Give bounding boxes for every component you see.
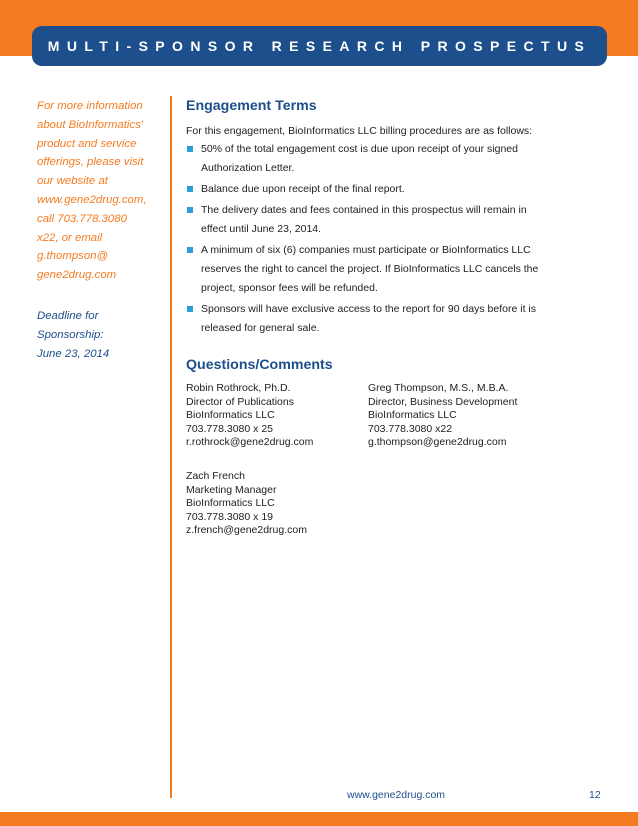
sidebar-phone: call 703.778.3080 — [37, 212, 127, 225]
contact-name: Greg Thompson, M.S., M.B.A. — [368, 382, 509, 394]
sidebar-info-line: our website at — [37, 175, 108, 188]
bullet-item — [186, 201, 596, 239]
bullet-item — [186, 241, 596, 298]
bullet-line: Authorization Letter. — [201, 162, 295, 174]
bullet-line: Sponsors will have exclusive access to the report for 90 days before it is — [201, 303, 536, 315]
bullet-line: effect until June 23, 2014. — [201, 223, 322, 235]
questions-heading: Questions/Comments — [186, 357, 333, 373]
footer-website-link[interactable]: www.gene2drug.com — [347, 789, 446, 801]
sidebar-info — [37, 97, 157, 285]
deadline-line: Deadline for — [37, 309, 99, 322]
contact-company: BioInformatics LLC — [368, 409, 457, 422]
engagement-intro: For this engagement, BioInformatics LLC billing procedures are as follows: — [186, 125, 533, 137]
bullet-line: released for general sale. — [201, 322, 320, 334]
contact-card — [186, 470, 368, 538]
bullet-line: Balance due upon receipt of the final report. — [201, 183, 405, 195]
bullet-line: A minimum of six (6) companies must participate or BioInformatics LLC — [201, 244, 531, 256]
bullet-line: reserves the right to cancel the project. If BioInformatics LLC cancels the — [201, 263, 539, 275]
bullet-line: The delivery dates and fees contained in this prospectus will remain in — [201, 204, 527, 216]
sidebar-info-line: product and service — [37, 137, 137, 150]
engagement-bullets — [186, 140, 596, 338]
contact-card — [368, 382, 578, 450]
contact-name: Robin Rothrock, Ph.D. — [186, 382, 291, 394]
deadline-date: June 23, 2014 — [37, 347, 110, 360]
contact-email-link[interactable]: z.french@gene2drug.com — [186, 524, 307, 537]
header-title: MULTI-SPONSOR RESEARCH PROSPECTUS — [47, 38, 592, 54]
sidebar-email-link[interactable]: gene2drug.com — [37, 269, 117, 282]
sidebar-info-line: offerings, please visit — [37, 156, 144, 169]
bullet-line: 50% of the total engagement cost is due upon receipt of your signed — [201, 143, 518, 155]
contact-card — [186, 382, 368, 450]
sidebar-info-line: x22, or email — [37, 231, 103, 244]
bullet-square-icon — [187, 186, 193, 192]
bullet-square-icon — [187, 207, 193, 213]
bullet-item — [186, 180, 596, 199]
bullet-item — [186, 300, 596, 338]
bullet-square-icon — [187, 306, 193, 312]
sidebar-deadline — [37, 307, 157, 363]
contact-email-link[interactable]: g.thompson@gene2drug.com — [368, 436, 507, 449]
main-content — [186, 98, 596, 538]
contact-company: BioInformatics LLC — [186, 409, 275, 422]
sidebar-info-line: For more information — [37, 100, 143, 112]
sidebar-website-link[interactable]: www.gene2drug.com, — [37, 193, 147, 206]
sidebar-info-line: about BioInformatics' — [37, 118, 144, 131]
header-banner — [32, 26, 607, 66]
bullet-square-icon — [187, 146, 193, 152]
sidebar — [37, 97, 157, 363]
sidebar-email-link[interactable]: g.thompson@ — [37, 250, 109, 263]
contact-phone: 703.778.3080 x 19 — [186, 510, 273, 523]
contact-name: Zach French — [186, 469, 245, 482]
contact-title: Marketing Manager — [186, 483, 277, 496]
deadline-line: Sponsorship: — [37, 328, 104, 341]
contacts-grid — [186, 382, 596, 538]
contact-title: Director of Publications — [186, 395, 294, 408]
engagement-heading: Engagement Terms — [186, 98, 317, 114]
bullet-square-icon — [187, 247, 193, 253]
bottom-accent-bar — [0, 812, 638, 826]
contact-phone: 703.778.3080 x22 — [368, 422, 453, 435]
vertical-divider — [170, 96, 172, 798]
contact-title: Director, Business Development — [368, 395, 518, 408]
contact-company: BioInformatics LLC — [186, 497, 275, 510]
bullet-item — [186, 140, 596, 178]
page-number: 12 — [589, 789, 601, 801]
contact-phone: 703.778.3080 x 25 — [186, 422, 273, 435]
bullet-line: project, sponsor fees will be refunded. — [201, 282, 378, 294]
contact-email-link[interactable]: r.rothrock@gene2drug.com — [186, 436, 314, 449]
